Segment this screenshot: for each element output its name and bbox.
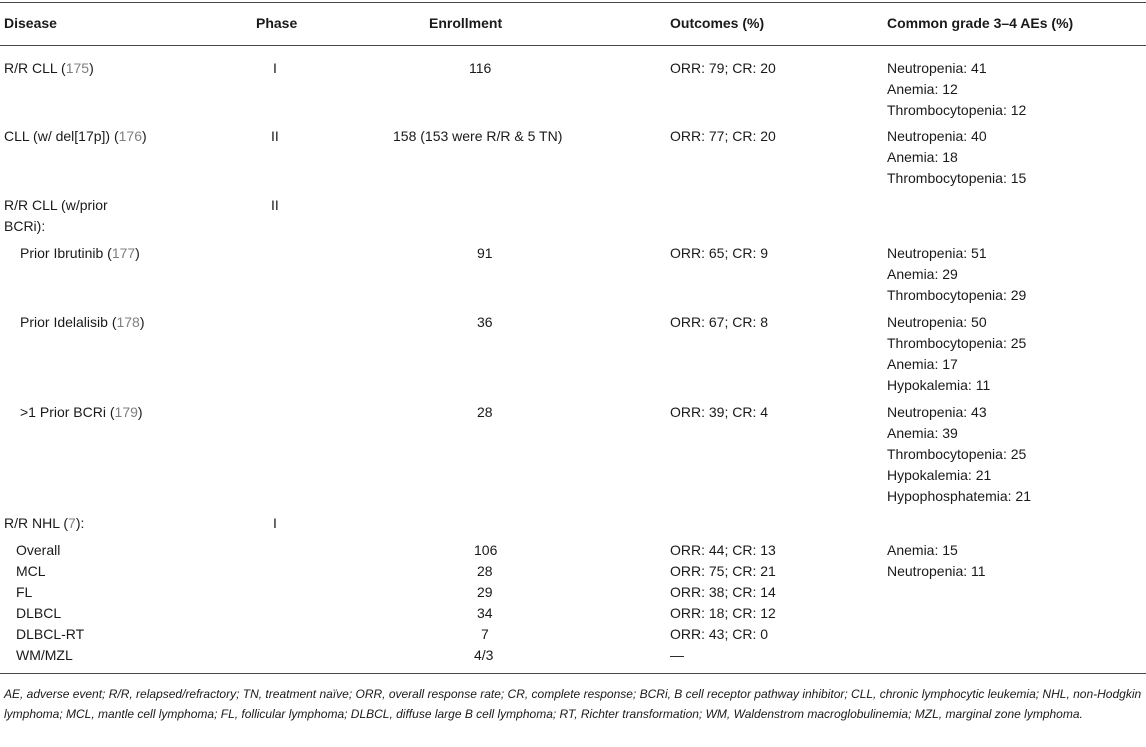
table-row-disease: Prior Idelalisib (178) [20,314,145,330]
table-row-ae: Neutropenia: 41 [887,60,987,76]
table-row-enrollment: 36 [477,314,493,330]
table-row-enrollment: 34 [477,605,493,621]
table-row-ae: Anemia: 17 [887,356,958,372]
table-row-disease: R/R CLL (175) [4,60,94,76]
table-row-phase: II [271,197,279,213]
table-row-outcomes: ORR: 79; CR: 20 [670,60,776,76]
table-row-ae: Neutropenia: 43 [887,404,987,420]
table-row-ae: Anemia: 15 [887,542,958,558]
table-row-ae: Thrombocytopenia: 25 [887,446,1027,462]
table-row-phase: II [271,128,279,144]
table-row-enrollment: 116 [469,60,492,76]
table-row-disease: WM/MZL [16,647,73,663]
table-row-ae: Thrombocytopenia: 12 [887,102,1027,118]
table-row-enrollment: 29 [477,584,493,600]
table-row-phase: I [273,60,277,76]
table-row-disease: CLL (w/ del[17p]) (176) [4,128,147,144]
reference-link[interactable]: 175 [65,60,90,76]
table-row-enrollment: 28 [477,404,493,420]
table-row-ae: Hypophosphatemia: 21 [887,488,1031,504]
table-row-ae: Hypokalemia: 11 [887,377,991,393]
header-aes: Common grade 3–4 AEs (%) [887,15,1074,31]
table-row-ae: Neutropenia: 11 [887,563,986,579]
header-rule [0,45,1146,46]
table-row-ae: Neutropenia: 50 [887,314,987,330]
table-row-ae: Hypokalemia: 21 [887,467,992,483]
reference-link[interactable]: 7 [68,515,76,531]
table-row-enrollment: 4/3 [474,647,494,663]
table-row-disease: MCL [16,563,46,579]
table-row-disease: DLBCL [16,605,62,621]
table-row-disease: >1 Prior BCRi (179) [20,404,143,420]
table-row-outcomes: ORR: 44; CR: 13 [670,542,776,558]
header-outcomes: Outcomes (%) [670,15,765,31]
header-enrollment: Enrollment [429,15,503,31]
table-footnote: AE, adverse event; R/R, relapsed/refractory; TN, treatment naïve; ORR, overall response rate; CR, complete response; BCRi, B cell receptor pathway inhibitor; CLL, chronic lymphocytic leukemia; NHL, non-Hodgkin lymphoma; MCL, mantle cell lymphoma; FL, follicular lymphoma; DLBCL, diffuse large B cell lymphoma; RT, Richter transformation; WM, Waldenstrom macroglobulinemia; MZL, marginal zone lymphoma. [4,687,1142,721]
table-row-disease: Overall [16,542,61,558]
reference-link[interactable]: 179 [114,404,138,420]
header-disease: Disease [4,15,57,31]
table-row-enrollment: 91 [477,245,493,261]
table-row-outcomes: ORR: 38; CR: 14 [670,584,776,600]
table-row-disease: DLBCL-RT [16,626,85,642]
table-row-outcomes: ORR: 75; CR: 21 [670,563,776,579]
header-phase: Phase [256,15,298,31]
table-row-disease: R/R CLL (w/prior [4,197,108,213]
table-bottom-rule [0,673,1146,674]
table-row-ae: Anemia: 29 [887,266,958,282]
table-row-outcomes: ORR: 43; CR: 0 [670,626,769,642]
table-row-disease: FL [16,584,33,600]
table-row-outcomes: ORR: 65; CR: 9 [670,245,769,261]
reference-link[interactable]: 178 [116,314,140,330]
table-row-ae: Thrombocytopenia: 25 [887,335,1027,351]
table-row-phase: I [273,515,277,531]
table-row-disease: BCRi): [4,218,46,234]
table-row-ae: Anemia: 12 [887,81,958,97]
table-row-ae: Anemia: 18 [887,149,958,165]
table-row-outcomes: — [670,647,684,663]
table-row-outcomes: ORR: 39; CR: 4 [670,404,769,420]
table-row-enrollment: 28 [477,563,493,579]
table-row-enrollment: 7 [481,626,489,642]
table-top-rule [0,2,1146,3]
table-row-disease: R/R NHL (7): [4,515,85,531]
table-row-ae: Thrombocytopenia: 29 [887,287,1027,303]
reference-link[interactable]: 176 [118,128,142,144]
reference-link[interactable]: 177 [111,245,136,261]
table-row-ae: Anemia: 39 [887,425,958,441]
table-row-enrollment: 106 [474,542,498,558]
table-row-enrollment: 158 (153 were R/R & 5 TN) [393,128,563,144]
table-row-ae: Neutropenia: 40 [887,128,987,144]
table-row-outcomes: ORR: 18; CR: 12 [670,605,776,621]
table-row-ae: Neutropenia: 51 [887,245,987,261]
table-row-outcomes: ORR: 67; CR: 8 [670,314,769,330]
table-row-disease: Prior Ibrutinib (177) [20,245,140,261]
table-row-outcomes: ORR: 77; CR: 20 [670,128,776,144]
table-row-ae: Thrombocytopenia: 15 [887,170,1027,186]
